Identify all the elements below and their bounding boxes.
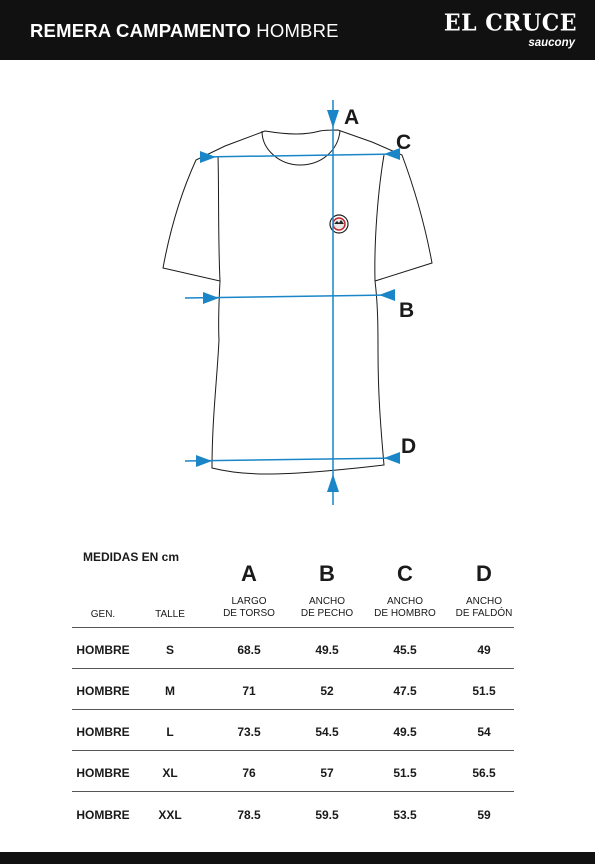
row-m-a: 71	[242, 684, 256, 698]
col-head-b: ANCHO DE PECHO	[300, 596, 354, 619]
row-s-gen: HOMBRE	[76, 643, 130, 657]
col-head-d: ANCHO DE FALDÓN	[455, 596, 513, 619]
row-xl-d: 56.5	[472, 766, 496, 780]
arrow-b-right	[379, 289, 395, 301]
row-xxl-a: 78.5	[237, 808, 261, 822]
col-head-c: ANCHO DE HOMBRO	[374, 596, 436, 619]
brand-logo: EL CRUCE	[443, 9, 577, 37]
row-xxl-c: 53.5	[393, 808, 417, 822]
label-d: D	[401, 435, 417, 458]
row-l-a: 73.5	[237, 725, 261, 739]
measure-line-d	[185, 458, 400, 461]
row-m-gen: HOMBRE	[76, 684, 130, 698]
row-xxl-d: 59	[477, 808, 491, 822]
row-s-b: 49.5	[315, 643, 339, 657]
arrow-d-left	[196, 455, 212, 467]
col-letter-c: C	[397, 561, 413, 586]
title-light: HOMBRE	[256, 20, 339, 41]
arrow-a-top	[327, 110, 339, 128]
table-divider	[72, 627, 514, 628]
row-l-c: 49.5	[393, 725, 417, 739]
table-divider	[72, 668, 514, 669]
arrow-a-bottom	[327, 474, 339, 492]
arrow-b-left	[203, 292, 219, 304]
row-xxl-talle: XXL	[158, 808, 182, 822]
row-xl-b: 57	[320, 766, 334, 780]
page-title	[30, 20, 339, 42]
row-xxl-b: 59.5	[315, 808, 339, 822]
col-head-a: LARGO DE TORSO	[223, 596, 275, 619]
row-s-a: 68.5	[237, 643, 261, 657]
col-letter-d: D	[476, 561, 492, 586]
row-l-gen: HOMBRE	[76, 725, 130, 739]
label-c: C	[396, 131, 412, 154]
row-m-b: 52	[320, 684, 334, 698]
table-divider	[72, 709, 514, 710]
row-m-talle: M	[165, 684, 175, 698]
row-m-c: 47.5	[393, 684, 417, 698]
row-l-b: 54.5	[315, 725, 339, 739]
col-letter-b: B	[319, 561, 335, 586]
row-xl-a: 76	[242, 766, 256, 780]
row-xl-talle: XL	[162, 766, 178, 780]
col-head-talle: TALLE	[155, 609, 185, 620]
row-m-d: 51.5	[472, 684, 496, 698]
measure-line-c	[200, 154, 400, 157]
header-bar	[0, 0, 595, 60]
label-b: B	[399, 299, 415, 322]
row-xl-c: 51.5	[393, 766, 417, 780]
title-bold: REMERA CAMPAMENTO	[30, 20, 251, 41]
tshirt-measurement-diagram	[0, 60, 595, 520]
row-xl-gen: HOMBRE	[76, 766, 130, 780]
label-a: A	[344, 106, 360, 129]
brand-sub-logo: saucony	[528, 37, 575, 49]
row-l-d: 54	[477, 725, 491, 739]
col-letter-a: A	[241, 561, 257, 586]
row-l-talle: L	[166, 725, 174, 739]
footer-bar	[0, 852, 595, 864]
table-divider	[72, 750, 514, 751]
arrow-c-left	[200, 151, 216, 163]
row-s-c: 45.5	[393, 643, 417, 657]
row-xxl-gen: HOMBRE	[76, 808, 130, 822]
arrow-d-right	[384, 452, 400, 464]
table-title: MEDIDAS EN cm	[83, 550, 180, 564]
row-s-talle: S	[165, 643, 174, 657]
row-s-d: 49	[477, 643, 491, 657]
table-divider	[72, 791, 514, 792]
col-head-gen: GEN.	[90, 609, 116, 620]
tshirt-collar	[262, 131, 340, 165]
